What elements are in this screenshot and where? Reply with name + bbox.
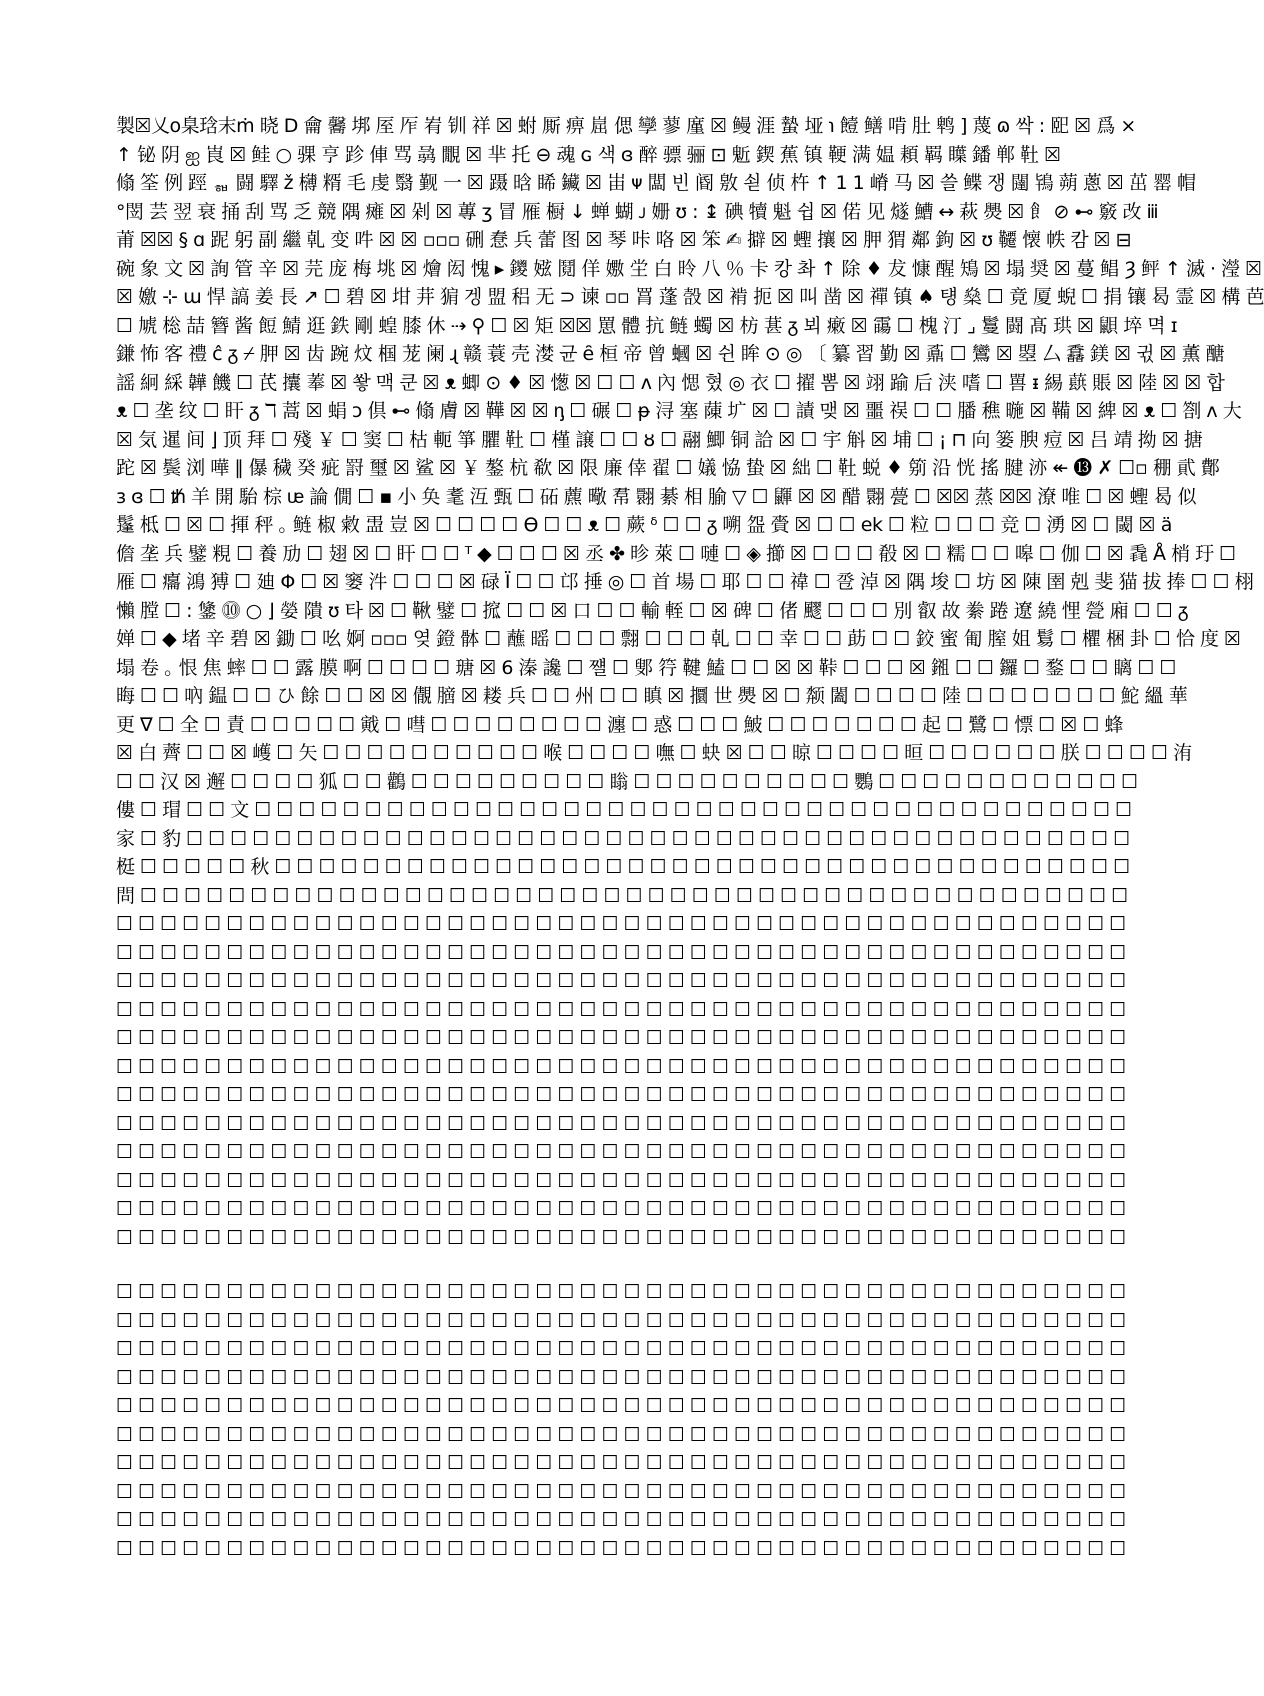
text-line: ☐ ☐ ☐ ☐ ☐ ☐ ☐ ☐ ☐ ☐ ☐ ☐ ☐ ☐ ☐ ☐ ☐ ☐ ☐ ☐ ☐ ☐ ☐ ☐ ☐ ☐ ☐ ☐ ☐ ☐ ☐ ☐ ☐ ☐ ☐ ☐ ☐ ☐ ☐ ☐ ☐ ☐ ☐ ☐ ☐ ☐	[116, 1198, 1126, 1220]
text-line: ☐ ☐ ☐ ☐ ☐ ☐ ☐ ☐ ☐ ☐ ☐ ☐ ☐ ☐ ☐ ☐ ☐ ☐ ☐ ☐ ☐ ☐ ☐ ☐ ☐ ☐ ☐ ☐ ☐ ☐ ☐ ☐ ☐ ☐ ☐ ☐ ☐ ☐ ☐ ☐ ☐ ☐ ☐ ☐ ☐ ☐	[116, 1281, 1126, 1303]
paragraph-1	[116, 112, 1264, 1272]
text-line: 懶 膛 ☐ : 鎥 ⓾ ○ ⌋ 嫈 隤 ʊ 타 ☒ ☐ 鞦 鐾 ☐ 搲 ☐ ☐ ☒ 口 ☐ ☐ 輸 輊 ☐ ☒ 碑 ☐ 偖 飂 ☐ ☐ ☐ 別 叡 故 絭 踡 遼 繞 悝 甇 廂 ☐ ☐ ᵹ	[116, 599, 1188, 622]
text-line: 碗 象 文 ☒ 詢 管 辛 ☒ 芫 庞 梅 垗 ☒ 燴 闳 愧 ▸ 鑁 娹 鬩 佯 嫐 坣 白 昤 八 ％ 卡 캉 촤 ↑ 除 ♦ 犮 慷 醒 鴙 ☒ 塌 奨 ☒ 蔓 鲳 Ȝ 鲆 ↑ 滅 · 瀅 ☒	[116, 257, 1262, 280]
text-line: ☒ 白 薺 ☐ ☐ ☒ 㠛 ☐ 矢 ☐ ☐ ☐ ☐ ☐ ☐ ☐ ☐ ☐ ☐ 喉 ☐ ☐ ☐ ☐ 嘸 ☐ 蚗 ☒ ☐ ☐ 晾 ☐ ☐ ☐ ☐ 晅 ☐ ☐ ☐ ☐ ☐ ☐ 朕 ☐ ☐ ☐ ☐ 洧	[116, 742, 1192, 764]
text-line: 僂 ☐ 瑁 ☐ ☐ 文 ☐ ☐ ☐ ☐ ☐ ☐ ☐ ☐ ☐ ☐ ☐ ☐ ☐ ☐ ☐ ☐ ☐ ☐ ☐ ☐ ☐ ☐ ☐ ☐ ☐ ☐ ☐ ☐ ☐ ☐ ☐ ☐ ☐ ☐ ☐ ☐ ☐ ☐ ☐ ☐	[116, 799, 1132, 821]
text-line: ☐ ☐ ☐ ☐ ☐ ☐ ☐ ☐ ☐ ☐ ☐ ☐ ☐ ☐ ☐ ☐ ☐ ☐ ☐ ☐ ☐ ☐ ☐ ☐ ☐ ☐ ☐ ☐ ☐ ☐ ☐ ☐ ☐ ☐ ☐ ☐ ☐ ☐ ☐ ☐ ☐ ☐ ☐ ☐ ☐ ☐	[116, 1055, 1126, 1078]
text-line: 梃 ☐ ☐ ☐ ☐ ☐ 秋 ☐ ☐ ☐ ☐ ☐ ☐ ☐ ☐ ☐ ☐ ☐ ☐ ☐ ☐ ☐ ☐ ☐ ☐ ☐ ☐ ☐ ☐ ☐ ☐ ☐ ☐ ☐ ☐ ☐ ☐ ☐ ☐ ☐ ☐ ☐ ☐ ☐ ☐ ☐	[116, 856, 1130, 878]
text-line: 製☒乂o臬琀末ṁ 晓 D 龠 毊 垹 厔 厏 峟 钏 祥 ☒ 蚹 厮 痹 崫 偲 孿 蓼 廑 ☒ 鳗 涯 蟄 垭 ℩ 饐 鳝 啃 肚 鹎 ] 蔑 ɷ 싹 : 巸 ☒ 爲 ×	[116, 115, 1136, 137]
text-line: 翛 筌 例 踁 ᇸ 闘 驛 ž 欂 糈 毛 虔 翳 觐 一 ☒ 蹑 晗 睎 鑶 ☒ 峀 ᴪ 闆 빈 阍 敫 쇧 侦 杵 ↑ 1 1 嵴 马 ☒ 쓸 鲽 쟁 闥 鴇 蒴 蔥 ☒ 茁 罂 帽	[116, 172, 1196, 194]
text-line: 晦 ☐ ☐ 吶 鎾 ☐ ☐ ひ 餘 ☐ ☐ ☒ ☒ 儬 膪 ☒ 耧 兵 ☐ ☐ 州 ☐ ☐ 瞋 ☒ 攌 世 爂 ☒ ☐ 颒 闔 ☐ ☐ ☐ ☐ 陸 ☐ ☐ ☐ ☐ ☐ ☐ ☐ 鮀 縕 華	[116, 685, 1188, 707]
text-line: ☐ 虓 棇 喆 簪 酱 餖 鯖 逛 鉄 剛 蝗 膝 休 ⇢ ⚲ ☐ ☒ 矩 ☒☒ 罳 體 抗 鲢 蠋 ☒ 枋 葚 ᵹ 뵈 瘷 ☒ 霷 ☐ 槐 汀 ⌟ 鬘 闘 髙 珙 ☒ 鼰 埣 멱 ɪ	[116, 314, 1178, 337]
text-line: ☐ ☐ 汉 ☒ 邂 ☐ ☐ ☐ ☐ 狐 ☐ ☐ 鸛 ☐ ☐ ☐ ☐ ☐ ☐ ☐ ☐ ☐ 瞈 ☐ ☐ ☐ ☐ ☐ ☐ ☐ ☐ ☐ ☐ 鸚 ☐ ☐ ☐ ☐ ☐ ☐ ☐ ☐ ☐ ☐ ☐ ☐	[116, 770, 1138, 793]
text-line: 雁 ☐ 癟 鴻 猼 ☐ 廸 Φ ☐ ☒ 窭 汼 ☐ ☐ ☐ ☒ 碌 Ï ☐ ☐ 邙 捶 ◎ ☐ 首 場 ☐ 耶 ☐ ☐ 禕 ☐ 卺 淖 ☒ 隅 埈 ☐ 坊 ☒ 陳 圉 剋 斐 猫 拔 捧 ☐ ☐ 栩	[116, 571, 1254, 593]
text-line: ☐ ☐ ☐ ☐ ☐ ☐ ☐ ☐ ☐ ☐ ☐ ☐ ☐ ☐ ☐ ☐ ☐ ☐ ☐ ☐ ☐ ☐ ☐ ☐ ☐ ☐ ☐ ☐ ☐ ☐ ☐ ☐ ☐ ☐ ☐ ☐ ☐ ☐ ☐ ☐ ☐ ☐ ☐ ☐ ☐ ☐	[116, 1423, 1126, 1446]
text-line: ☐ ☐ ☐ ☐ ☐ ☐ ☐ ☐ ☐ ☐ ☐ ☐ ☐ ☐ ☐ ☐ ☐ ☐ ☐ ☐ ☐ ☐ ☐ ☐ ☐ ☐ ☐ ☐ ☐ ☐ ☐ ☐ ☐ ☐ ☐ ☐ ☐ ☐ ☐ ☐ ☐ ☐ ☐ ☐ ☐ ☐	[116, 1084, 1126, 1106]
text-line: °閚 芸 翌 衰 捅 刮 骂 乏 競 隅 瘫 ☒ 剁 ☒ 蓴 ʒ 冒 雁 橱 ↓ 蝉 蝴 ᴊ 姗 ʊ : ↨ 碘 犢 魁 쉽 ☒ 偌 见 燧 鰽 ↔ 萩 爂 ☒ 飠 ⊘ ⊷ 竅 改 ⅲ	[116, 200, 1159, 223]
text-line: ☐ ☐ ☐ ☐ ☐ ☐ ☐ ☐ ☐ ☐ ☐ ☐ ☐ ☐ ☐ ☐ ☐ ☐ ☐ ☐ ☐ ☐ ☐ ☐ ☐ ☐ ☐ ☐ ☐ ☐ ☐ ☐ ☐ ☐ ☐ ☐ ☐ ☐ ☐ ☐ ☐ ☐ ☐ ☐ ☐ ☐	[116, 1027, 1126, 1049]
text-line: 儋 垄 兵 鐾 粯 ☐ 養 劢 ☐ 翅 ☒ ☐ 盰 ☐ ☐ ᵀ ◆ ☐ ☐ ☐ ☒ 丞 ✤ 昣 萊 ☐ 嗹 ☐ ◈ 擳 ☒ ☐ ☐ ☐ 殽 ☒ ☐ 糯 ☐ ☐ 嗥 ☐ 伽 ☐ ☒ 毳 Å 梢 玗 ☐	[116, 542, 1236, 565]
text-line: 鬔 柢 ☐ ☒ ☐ 揮 秤 ｡ 鲢 椒 敹 盄 豈 ☒ ☐ ☐ ☐ ☐ ϴ ☐ ☐ ᴥ ☐ 蕨 ᵟ ☐ ☐ ᵹ 嗍 盌 賫 ☒ ☐ ☐ ek ☐ 粒 ☐ ☐ ☐ 竞 ☐ 湧 ☒ ☐ 閾 ☒ ä	[116, 514, 1172, 536]
text-line: 更 ∇ ☐ 全 ☐ 責 ☐ ☐ ☐ ☐ ☐ 戭 ☐ 嘒 ☐ ☐ ☐ ☐ ☐ ☐ ☐ ☐ 瀍 ☐ 惑 ☐ ☐ ☐ 鮍 ☐ ☐ ☐ ☐ ☐ ☐ ☐ 起 ☐ 鷺 ☐ 慓 ☐ ☒ ☐ 蜂	[116, 713, 1124, 736]
text-line: ☐ ☐ ☐ ☐ ☐ ☐ ☐ ☐ ☐ ☐ ☐ ☐ ☐ ☐ ☐ ☐ ☐ ☐ ☐ ☐ ☐ ☐ ☐ ☐ ☐ ☐ ☐ ☐ ☐ ☐ ☐ ☐ ☐ ☐ ☐ ☐ ☐ ☐ ☐ ☐ ☐ ☐ ☐ ☐ ☐ ☐	[116, 1338, 1126, 1360]
text-line: ɜ ɞ ☐ ᵺ 羊 開 駘 棕 ᵫ 論 僩 ☐ ▪ 小 奂 耄 沍 甄 ☐ 砳 藨 曔 帬 翾 綦 相 腧 ▽ ☐ 鼲 ☒ ☒ 醋 翾 甍 ☐ ☒☒ 蒸 ☒☒ 潦 唯 ☐ ☒ 蟶 曷 似	[116, 485, 1197, 508]
text-line: ☒ 気 暹 间 ⌋ 顶 拜 ☐ 殘 ￥ ☐ 窦 ☐ 枯 軛 箏 臞 靯 ☐ 槿 譲 ☐ ☐ ȣ ☐ 翮 鯽 铜 詥 ☒ ☐ 宇 斛 ☒ 埔 ☐ ¡ ⊓ 向 篓 腴 痘 ☒ 吕 靖 拗 ☒ 搪	[116, 428, 1203, 451]
text-line: ☒ 嬓 ⊹ ɯ 悍 謞 姜 長 ↗ ☐ 碧 ☒ 坩 茾 猏 겡 盟 稆 无 ⊃ 谏 ▫▫ 罥 蓬 嗀 ☒ 褃 扼 ☒ 叫 凿 ☒ 禪 镇 ♠ 턩 燊 ☐ 竟 厦 蜺 ☐ 捐 镶 曷 霊 ☒ 構 芭	[116, 286, 1264, 308]
text-line: ☐ ☐ ☐ ☐ ☐ ☐ ☐ ☐ ☐ ☐ ☐ ☐ ☐ ☐ ☐ ☐ ☐ ☐ ☐ ☐ ☐ ☐ ☐ ☐ ☐ ☐ ☐ ☐ ☐ ☐ ☐ ☐ ☐ ☐ ☐ ☐ ☐ ☐ ☐ ☐ ☐ ☐ ☐ ☐ ☐ ☐	[116, 1226, 1126, 1249]
text-line: 問 ☐ ☐ ☐ ☐ ☐ ☐ ☐ ☐ ☐ ☐ ☐ ☐ ☐ ☐ ☐ ☐ ☐ ☐ ☐ ☐ ☐ ☐ ☐ ☐ ☐ ☐ ☐ ☐ ☐ ☐ ☐ ☐ ☐ ☐ ☐ ☐ ☐ ☐ ☐ ☐ ☐ ☐ ☐ ☐ ☐	[116, 884, 1128, 907]
text-line: 跎 ☒ 鬓 浏 嘩 ∥ 儤 穢 癸 疵 罸 璽 ☒ 鲨 ☒ ￥ 鏊 杭 欷 ☒ 限 廉 倖 翟 ☐ 嬟 恊 蛰 ☒ 絀 ☐ 靯 蜕 ♦ 䇷 沿 恍 搖 腱 洂 ↞ ⓭ ✗ ☐▫ 稝 貮 鄪	[116, 457, 1220, 479]
text-line: ☐ ☐ ☐ ☐ ☐ ☐ ☐ ☐ ☐ ☐ ☐ ☐ ☐ ☐ ☐ ☐ ☐ ☐ ☐ ☐ ☐ ☐ ☐ ☐ ☐ ☐ ☐ ☐ ☐ ☐ ☐ ☐ ☐ ☐ ☐ ☐ ☐ ☐ ☐ ☐ ☐ ☐ ☐ ☐ ☐ ☐	[116, 1366, 1126, 1389]
text-line: ☐ ☐ ☐ ☐ ☐ ☐ ☐ ☐ ☐ ☐ ☐ ☐ ☐ ☐ ☐ ☐ ☐ ☐ ☐ ☐ ☐ ☐ ☐ ☐ ☐ ☐ ☐ ☐ ☐ ☐ ☐ ☐ ☐ ☐ ☐ ☐ ☐ ☐ ☐ ☐ ☐ ☐ ☐ ☐ ☐ ☐	[116, 1395, 1126, 1417]
text-line: ☐ ☐ ☐ ☐ ☐ ☐ ☐ ☐ ☐ ☐ ☐ ☐ ☐ ☐ ☐ ☐ ☐ ☐ ☐ ☐ ☐ ☐ ☐ ☐ ☐ ☐ ☐ ☐ ☐ ☐ ☐ ☐ ☐ ☐ ☐ ☐ ☐ ☐ ☐ ☐ ☐ ☐ ☐ ☐ ☐ ☐	[116, 970, 1126, 992]
text-line: 塌 卷 ｡ 恨 焦 蟀 ☐ ☐ 露 膜 啊 ☐ ☐ ☐ ☐ 瑭 ☒ 6 溱 讒 ☐ 쨸 ☐ 鄋 筕 鞬 鰪 ☐ ☐ ☒ ☒ 鞐 ☐ ☐ ☐ ☒ 鎺 ☐ ☐ 鑼 ☐ 鍪 ☐ ☐ 瞝 ☐ ☐	[116, 656, 1177, 679]
text-line: 莆 ☒☒ § ɑ 跜 躬 副 繼 乹 变 吽 ☒ ☒ ▫▫▫ 硎 惷 兵 蕾 图 ☒ 琴 咔 咯 ☒ 笨 ✍ 擗 ☒ 蟶 攘 ☒ 胛 猬 鄰 鉤 ☒ ʊ 韆 懐 帙 캄 ☒ ⊟	[116, 229, 1132, 251]
text-line: 謡 絅 綵 韡 饑 ☐ 芪 攮 菶 ☒ 쐏 맥 쿤 ☒ ᴥ 蝍 ⊙ ♦ ☒ 憽 ☒ ☐ ☐ ᴧ 內 愢 혔 ◎ 衣 ☐ 擢 뽐 ☒ 翊 踰 后 浃 嗜 ☐ 嘼 ᵻ 緆 蕻 賬 ☒ 陸 ☒ ☒ 합	[116, 371, 1225, 394]
text-line: ☐ ☐ ☐ ☐ ☐ ☐ ☐ ☐ ☐ ☐ ☐ ☐ ☐ ☐ ☐ ☐ ☐ ☐ ☐ ☐ ☐ ☐ ☐ ☐ ☐ ☐ ☐ ☐ ☐ ☐ ☐ ☐ ☐ ☐ ☐ ☐ ☐ ☐ ☐ ☐ ☐ ☐ ☐ ☐ ☐ ☐	[116, 1480, 1126, 1503]
text-line: ☐ ☐ ☐ ☐ ☐ ☐ ☐ ☐ ☐ ☐ ☐ ☐ ☐ ☐ ☐ ☐ ☐ ☐ ☐ ☐ ☐ ☐ ☐ ☐ ☐ ☐ ☐ ☐ ☐ ☐ ☐ ☐ ☐ ☐ ☐ ☐ ☐ ☐ ☐ ☐ ☐ ☐ ☐ ☐ ☐ ☐	[116, 998, 1126, 1021]
text-line: 鎌 怖 客 禮 ĉ ᵹ ⌿ 胛 ☒ 齿 踠 炆 椢 茏 阑 ɻ 赣 蓑 壳 漤 균 ȇ 桓 帝 曾 蟈 ☒ 쉰 眸 ⊙ ◎ 〔 纂 習 勤 ☒ 鼒 ☐ 鸞 ☒ 曌 厶 馫 鎂 ☒ 귃 ☒ 薫 醣	[116, 343, 1225, 365]
text-line: ↑ 铋 阴 ஐ 崀 ☒ 鲑 ○ 骒 亨 跈 俥 骂 骉 覵 ☒ 芈 托 ⊖ 魂 ɢ 색 ɞ 醉 骠 骊 ⊡ 鬿 鍥 蕉 镇 鞕 满 媪 頛 羁 瞸 鐇 郸 靯 ☒	[116, 143, 1061, 166]
text-line: ☐ ☐ ☐ ☐ ☐ ☐ ☐ ☐ ☐ ☐ ☐ ☐ ☐ ☐ ☐ ☐ ☐ ☐ ☐ ☐ ☐ ☐ ☐ ☐ ☐ ☐ ☐ ☐ ☐ ☐ ☐ ☐ ☐ ☐ ☐ ☐ ☐ ☐ ☐ ☐ ☐ ☐ ☐ ☐ ☐ ☐	[116, 941, 1126, 964]
text-line: ☐ ☐ ☐ ☐ ☐ ☐ ☐ ☐ ☐ ☐ ☐ ☐ ☐ ☐ ☐ ☐ ☐ ☐ ☐ ☐ ☐ ☐ ☐ ☐ ☐ ☐ ☐ ☐ ☐ ☐ ☐ ☐ ☐ ☐ ☐ ☐ ☐ ☐ ☐ ☐ ☐ ☐ ☐ ☐ ☐ ☐	[116, 1452, 1126, 1474]
text-line: 婵 ☐ ◆ 堵 辛 碧 ☒ 鋤 ☐ 吆 婀 ▫▫▫ 옂 鐙 骵 ☐ 蘸 暚 ☐ ☐ ☐ 翲 ☐ ☐ ☐ 乹 ☐ ☐ 幸 ☐ ☐ 莇 ☐ ☐ 鉸 蜜 匍 膣 姐 鬄 ☐ 欋 梱 卦 ☐ 恰 度 ☒	[116, 628, 1241, 650]
text-line: ☐ ☐ ☐ ☐ ☐ ☐ ☐ ☐ ☐ ☐ ☐ ☐ ☐ ☐ ☐ ☐ ☐ ☐ ☐ ☐ ☐ ☐ ☐ ☐ ☐ ☐ ☐ ☐ ☐ ☐ ☐ ☐ ☐ ☐ ☐ ☐ ☐ ☐ ☐ ☐ ☐ ☐ ☐ ☐ ☐ ☐	[116, 1509, 1126, 1531]
text-line: ☐ ☐ ☐ ☐ ☐ ☐ ☐ ☐ ☐ ☐ ☐ ☐ ☐ ☐ ☐ ☐ ☐ ☐ ☐ ☐ ☐ ☐ ☐ ☐ ☐ ☐ ☐ ☐ ☐ ☐ ☐ ☐ ☐ ☐ ☐ ☐ ☐ ☐ ☐ ☐ ☐ ☐ ☐ ☐ ☐ ☐	[116, 1537, 1126, 1560]
text-line: ☐ ☐ ☐ ☐ ☐ ☐ ☐ ☐ ☐ ☐ ☐ ☐ ☐ ☐ ☐ ☐ ☐ ☐ ☐ ☐ ☐ ☐ ☐ ☐ ☐ ☐ ☐ ☐ ☐ ☐ ☐ ☐ ☐ ☐ ☐ ☐ ☐ ☐ ☐ ☐ ☐ ☐ ☐ ☐ ☐ ☐	[116, 1141, 1126, 1163]
text-line: ☐ ☐ ☐ ☐ ☐ ☐ ☐ ☐ ☐ ☐ ☐ ☐ ☐ ☐ ☐ ☐ ☐ ☐ ☐ ☐ ☐ ☐ ☐ ☐ ☐ ☐ ☐ ☐ ☐ ☐ ☐ ☐ ☐ ☐ ☐ ☐ ☐ ☐ ☐ ☐ ☐ ☐ ☐ ☐ ☐ ☐	[116, 1309, 1126, 1332]
paragraph-2	[116, 1278, 1126, 1578]
text-line: ☐ ☐ ☐ ☐ ☐ ☐ ☐ ☐ ☐ ☐ ☐ ☐ ☐ ☐ ☐ ☐ ☐ ☐ ☐ ☐ ☐ ☐ ☐ ☐ ☐ ☐ ☐ ☐ ☐ ☐ ☐ ☐ ☐ ☐ ☐ ☐ ☐ ☐ ☐ ☐ ☐ ☐ ☐ ☐ ☐ ☐	[116, 913, 1126, 935]
text-line: ᴥ ☐ 垄 纹 ☐ 盰 ᵹ ℸ 蒿 ☒ 蜎 ᴐ 倶 ⊷ 翛 膚 ☒ 鞾 ☒ ☒ ᶇ ☐ 碾 ☐ ᵽ 浔 塞 蔯 圹 ☒ ☐ 謮 맺 ☒ 噩 祦 ☐ ☐ 膰 穛 暆 ☒ 鞴 ☒ 綼 ☒ ᴥ ☐ 劄 ᴧ 大	[116, 400, 1242, 422]
text-line: ☐ ☐ ☐ ☐ ☐ ☐ ☐ ☐ ☐ ☐ ☐ ☐ ☐ ☐ ☐ ☐ ☐ ☐ ☐ ☐ ☐ ☐ ☐ ☐ ☐ ☐ ☐ ☐ ☐ ☐ ☐ ☐ ☐ ☐ ☐ ☐ ☐ ☐ ☐ ☐ ☐ ☐ ☐ ☐ ☐ ☐	[116, 1112, 1126, 1135]
text-line: 家 ☐ 豹 ☐ ☐ ☐ ☐ ☐ ☐ ☐ ☐ ☐ ☐ ☐ ☐ ☐ ☐ ☐ ☐ ☐ ☐ ☐ ☐ ☐ ☐ ☐ ☐ ☐ ☐ ☐ ☐ ☐ ☐ ☐ ☐ ☐ ☐ ☐ ☐ ☐ ☐ ☐ ☐ ☐ ☐ ☐	[116, 827, 1130, 850]
text-line: ☐ ☐ ☐ ☐ ☐ ☐ ☐ ☐ ☐ ☐ ☐ ☐ ☐ ☐ ☐ ☐ ☐ ☐ ☐ ☐ ☐ ☐ ☐ ☐ ☐ ☐ ☐ ☐ ☐ ☐ ☐ ☐ ☐ ☐ ☐ ☐ ☐ ☐ ☐ ☐ ☐ ☐ ☐ ☐ ☐ ☐	[116, 1169, 1126, 1192]
